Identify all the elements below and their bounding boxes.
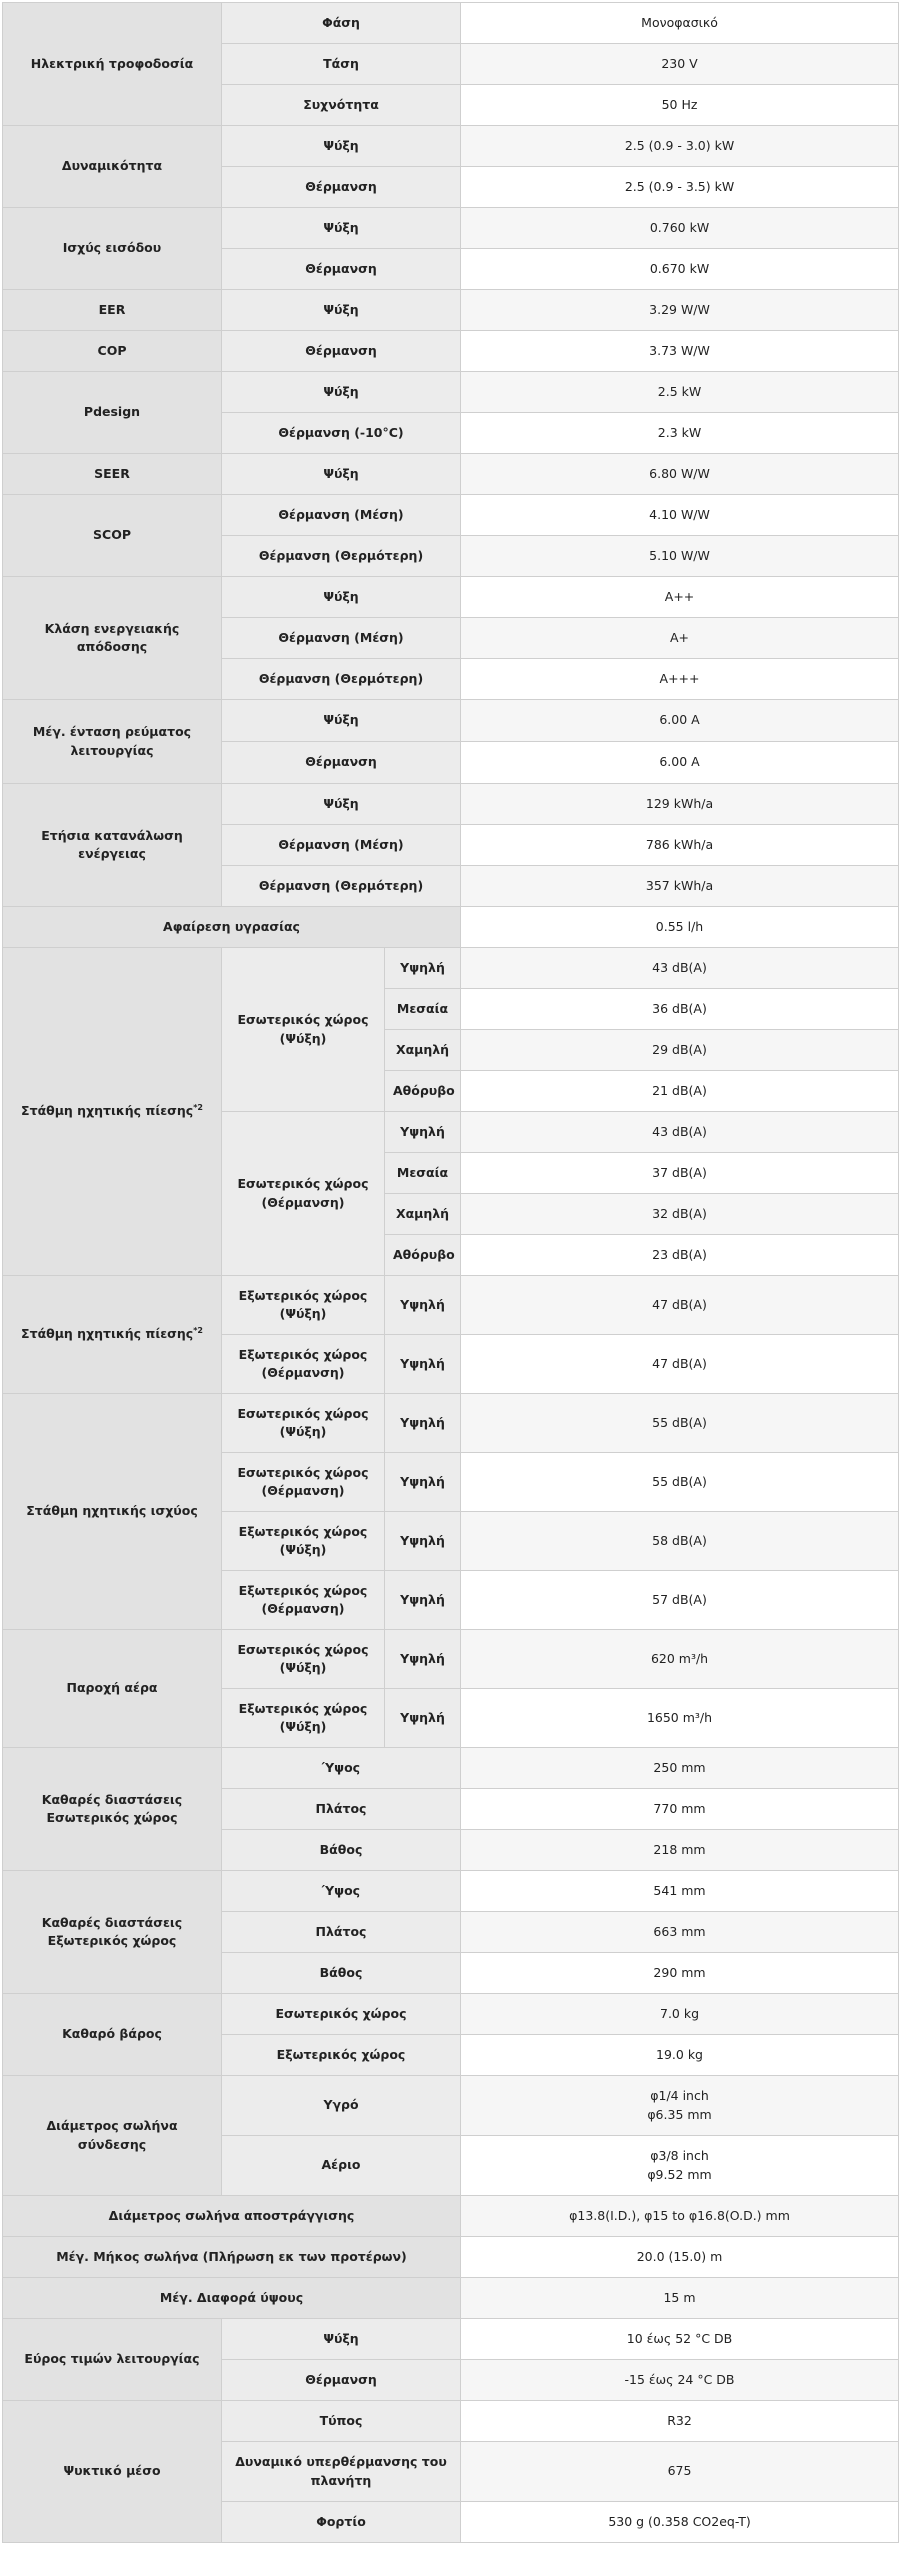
group-label: Ηλεκτρική τροφοδοσία xyxy=(3,3,222,126)
row-label: Θέρμανση xyxy=(222,167,461,208)
spec-row xyxy=(3,1630,899,1689)
group-label: EER xyxy=(3,290,222,331)
row-label: Ψύξη xyxy=(222,208,461,249)
mode-label: Υψηλή xyxy=(385,1689,461,1748)
row-value: A+++ xyxy=(461,659,899,700)
row-label: Αέριο xyxy=(222,2136,461,2196)
sub-label: Εξωτερικός χώρος (Ψύξη) xyxy=(222,1512,385,1571)
mode-label: Μεσαία xyxy=(385,1153,461,1194)
row-label: Ψύξη xyxy=(222,577,461,618)
row-value: 6.00 A xyxy=(461,742,899,784)
row-label: Θέρμανση (Μέση) xyxy=(222,825,461,866)
group-label: Στάθμη ηχητικής ισχύος xyxy=(3,1394,222,1630)
spec-row xyxy=(3,948,899,989)
sub-label: Εσωτερικός χώρος (Ψύξη) xyxy=(222,1394,385,1453)
spec-row xyxy=(3,126,899,167)
value-line: φ1/4 inch xyxy=(650,2088,709,2104)
row-label: Εσωτερικός χώρος xyxy=(222,1994,461,2035)
row-value: 770 mm xyxy=(461,1789,899,1830)
spec-row xyxy=(3,2076,899,2136)
row-value: 541 mm xyxy=(461,1871,899,1912)
group-label: Αφαίρεση υγρασίας xyxy=(3,907,461,948)
row-value xyxy=(461,2076,899,2136)
spec-row xyxy=(3,2196,899,2237)
row-label: Θέρμανση (Θερμότερη) xyxy=(222,659,461,700)
row-value: 55 dB(A) xyxy=(461,1453,899,1512)
spec-row xyxy=(3,2401,899,2442)
row-label: Ψύξη xyxy=(222,700,461,742)
group-label: SEER xyxy=(3,454,222,495)
row-value: R32 xyxy=(461,2401,899,2442)
row-value: 2.5 (0.9 - 3.0) kW xyxy=(461,126,899,167)
row-value: 0.670 kW xyxy=(461,249,899,290)
row-label: Φορτίο xyxy=(222,2502,461,2543)
row-label: Υγρό xyxy=(222,2076,461,2136)
mode-label: Αθόρυβο xyxy=(385,1071,461,1112)
row-label: Θέρμανση (Μέση) xyxy=(222,618,461,659)
row-value: 29 dB(A) xyxy=(461,1030,899,1071)
row-label: Θέρμανση xyxy=(222,2360,461,2401)
spec-row xyxy=(3,331,899,372)
group-label: Διάμετρος σωλήνα σύνδεσης xyxy=(3,2076,222,2196)
group-label: Κλάση ενεργειακής απόδοσης xyxy=(3,577,222,700)
spec-row xyxy=(3,1394,899,1453)
row-label: Δυναμικό υπερθέρμανσης του πλανήτη xyxy=(222,2442,461,2502)
mode-label: Αθόρυβο xyxy=(385,1235,461,1276)
row-value: Μονοφασικό xyxy=(461,3,899,44)
row-value: -15 έως 24 °C DB xyxy=(461,2360,899,2401)
row-label: Πλάτος xyxy=(222,1789,461,1830)
row-value: 21 dB(A) xyxy=(461,1071,899,1112)
group-label: Μέγ. ένταση ρεύματος λειτουργίας xyxy=(3,700,222,784)
row-value: 10 έως 52 °C DB xyxy=(461,2319,899,2360)
row-value: 3.73 W/W xyxy=(461,331,899,372)
mode-label: Υψηλή xyxy=(385,1335,461,1394)
mode-label: Μεσαία xyxy=(385,989,461,1030)
group-label: Ψυκτικό μέσο xyxy=(3,2401,222,2543)
row-value: 230 V xyxy=(461,44,899,85)
row-value: 290 mm xyxy=(461,1953,899,1994)
sub-label: Εξωτερικός χώρος (Θέρμανση) xyxy=(222,1571,385,1630)
row-value: 357 kWh/a xyxy=(461,866,899,907)
spec-row xyxy=(3,2278,899,2319)
spec-row xyxy=(3,1276,899,1335)
spec-row xyxy=(3,1748,899,1789)
mode-label: Χαμηλή xyxy=(385,1194,461,1235)
value-line: φ9.52 mm xyxy=(647,2166,712,2182)
row-label: Θέρμανση xyxy=(222,742,461,784)
row-label: Φάση xyxy=(222,3,461,44)
row-label: Ψύξη xyxy=(222,2319,461,2360)
row-label: Τάση xyxy=(222,44,461,85)
spec-row xyxy=(3,3,899,44)
mode-label: Υψηλή xyxy=(385,1112,461,1153)
row-value: A++ xyxy=(461,577,899,618)
row-label: Ψύξη xyxy=(222,454,461,495)
row-value: 3.29 W/W xyxy=(461,290,899,331)
row-label: Πλάτος xyxy=(222,1912,461,1953)
row-value: 250 mm xyxy=(461,1748,899,1789)
row-value: 675 xyxy=(461,2442,899,2502)
row-value: 663 mm xyxy=(461,1912,899,1953)
row-value: 4.10 W/W xyxy=(461,495,899,536)
row-value: 5.10 W/W xyxy=(461,536,899,577)
spec-row xyxy=(3,1871,899,1912)
row-value: 0.55 l/h xyxy=(461,907,899,948)
value-line: φ3/8 inch xyxy=(650,2148,709,2164)
row-label: Θέρμανση (-10°C) xyxy=(222,413,461,454)
footnote-marker: *2 xyxy=(193,1103,203,1113)
row-value: 47 dB(A) xyxy=(461,1276,899,1335)
sub-label: Εσωτερικός χώρος (Ψύξη) xyxy=(222,948,385,1112)
row-value: 7.0 kg xyxy=(461,1994,899,2035)
group-label: SCOP xyxy=(3,495,222,577)
row-value: 15 m xyxy=(461,2278,899,2319)
row-value: 620 m³/h xyxy=(461,1630,899,1689)
spec-table xyxy=(2,2,899,2543)
group-label: Pdesign xyxy=(3,372,222,454)
row-label: Θέρμανση (Θερμότερη) xyxy=(222,536,461,577)
sub-label: Εσωτερικός χώρος (Ψύξη) xyxy=(222,1630,385,1689)
group-label: Μέγ. Διαφορά ύψους xyxy=(3,2278,461,2319)
row-value: 19.0 kg xyxy=(461,2035,899,2076)
row-value: 43 dB(A) xyxy=(461,1112,899,1153)
row-label: Συχνότητα xyxy=(222,85,461,126)
row-value: 2.5 (0.9 - 3.5) kW xyxy=(461,167,899,208)
spec-row xyxy=(3,495,899,536)
row-value: 2.5 kW xyxy=(461,372,899,413)
spec-row xyxy=(3,700,899,742)
group-label: Μέγ. Μήκος σωλήνα (Πλήρωση εκ των προτέρων) xyxy=(3,2237,461,2278)
spec-row xyxy=(3,290,899,331)
row-label: Ύψος xyxy=(222,1748,461,1789)
group-label: Εύρος τιμών λειτουργίας xyxy=(3,2319,222,2401)
group-label-text: Στάθμη ηχητικής πίεσης xyxy=(21,1103,194,1119)
mode-label: Υψηλή xyxy=(385,1394,461,1453)
row-value: 6.80 W/W xyxy=(461,454,899,495)
mode-label: Χαμηλή xyxy=(385,1030,461,1071)
row-value: 47 dB(A) xyxy=(461,1335,899,1394)
row-value: 129 kWh/a xyxy=(461,784,899,825)
row-label: Ψύξη xyxy=(222,372,461,413)
row-label: Εξωτερικός χώρος xyxy=(222,2035,461,2076)
spec-row xyxy=(3,907,899,948)
row-value: 6.00 A xyxy=(461,700,899,742)
row-value: 1650 m³/h xyxy=(461,1689,899,1748)
row-value: 0.760 kW xyxy=(461,208,899,249)
sub-label: Εξωτερικός χώρος (Θέρμανση) xyxy=(222,1335,385,1394)
row-label: Ψύξη xyxy=(222,126,461,167)
row-value: 20.0 (15.0) m xyxy=(461,2237,899,2278)
group-label: Καθαρό βάρος xyxy=(3,1994,222,2076)
spec-row xyxy=(3,2319,899,2360)
row-label: Ύψος xyxy=(222,1871,461,1912)
footnote-marker: *2 xyxy=(193,1326,203,1336)
row-value: 55 dB(A) xyxy=(461,1394,899,1453)
spec-row xyxy=(3,208,899,249)
row-label: Ψύξη xyxy=(222,290,461,331)
row-value: 530 g (0.358 CO2eq-T) xyxy=(461,2502,899,2543)
sub-label: Εσωτερικός χώρος (Θέρμανση) xyxy=(222,1112,385,1276)
group-label: Ισχύς εισόδου xyxy=(3,208,222,290)
row-value: 36 dB(A) xyxy=(461,989,899,1030)
row-value: A+ xyxy=(461,618,899,659)
row-value: 786 kWh/a xyxy=(461,825,899,866)
mode-label: Υψηλή xyxy=(385,1512,461,1571)
mode-label: Υψηλή xyxy=(385,1571,461,1630)
mode-label: Υψηλή xyxy=(385,1453,461,1512)
sub-label: Εσωτερικός χώρος (Θέρμανση) xyxy=(222,1453,385,1512)
row-value: φ13.8(I.D.), φ15 to φ16.8(O.D.) mm xyxy=(461,2196,899,2237)
row-label: Ψύξη xyxy=(222,784,461,825)
spec-row xyxy=(3,454,899,495)
spec-row xyxy=(3,2237,899,2278)
group-label: Διάμετρος σωλήνα αποστράγγισης xyxy=(3,2196,461,2237)
row-label: Τύπος xyxy=(222,2401,461,2442)
group-label: Καθαρές διαστάσεις Εσωτερικός χώρος xyxy=(3,1748,222,1871)
group-label: Καθαρές διαστάσεις Εξωτερικός χώρος xyxy=(3,1871,222,1994)
row-value xyxy=(461,2136,899,2196)
row-label: Βάθος xyxy=(222,1953,461,1994)
group-label: COP xyxy=(3,331,222,372)
mode-label: Υψηλή xyxy=(385,1630,461,1689)
group-label: Δυναμικότητα xyxy=(3,126,222,208)
row-label: Θέρμανση (Μέση) xyxy=(222,495,461,536)
row-value: 23 dB(A) xyxy=(461,1235,899,1276)
group-label xyxy=(3,1276,222,1394)
row-value: 58 dB(A) xyxy=(461,1512,899,1571)
spec-row xyxy=(3,372,899,413)
row-value: 32 dB(A) xyxy=(461,1194,899,1235)
row-label: Βάθος xyxy=(222,1830,461,1871)
row-label: Θέρμανση xyxy=(222,331,461,372)
row-label: Θέρμανση xyxy=(222,249,461,290)
sub-label: Εξωτερικός χώρος (Ψύξη) xyxy=(222,1276,385,1335)
row-label: Θέρμανση (Θερμότερη) xyxy=(222,866,461,907)
group-label: Ετήσια κατανάλωση ενέργειας xyxy=(3,784,222,907)
group-label xyxy=(3,948,222,1276)
spec-row xyxy=(3,577,899,618)
spec-row xyxy=(3,1994,899,2035)
value-line: φ6.35 mm xyxy=(647,2106,712,2122)
group-label-text: Στάθμη ηχητικής πίεσης xyxy=(21,1326,194,1342)
mode-label: Υψηλή xyxy=(385,948,461,989)
sub-label: Εξωτερικός χώρος (Ψύξη) xyxy=(222,1689,385,1748)
row-value: 57 dB(A) xyxy=(461,1571,899,1630)
row-value: 43 dB(A) xyxy=(461,948,899,989)
mode-label: Υψηλή xyxy=(385,1276,461,1335)
row-value: 2.3 kW xyxy=(461,413,899,454)
spec-row xyxy=(3,784,899,825)
group-label: Παροχή αέρα xyxy=(3,1630,222,1748)
row-value: 37 dB(A) xyxy=(461,1153,899,1194)
row-value: 218 mm xyxy=(461,1830,899,1871)
row-value: 50 Hz xyxy=(461,85,899,126)
